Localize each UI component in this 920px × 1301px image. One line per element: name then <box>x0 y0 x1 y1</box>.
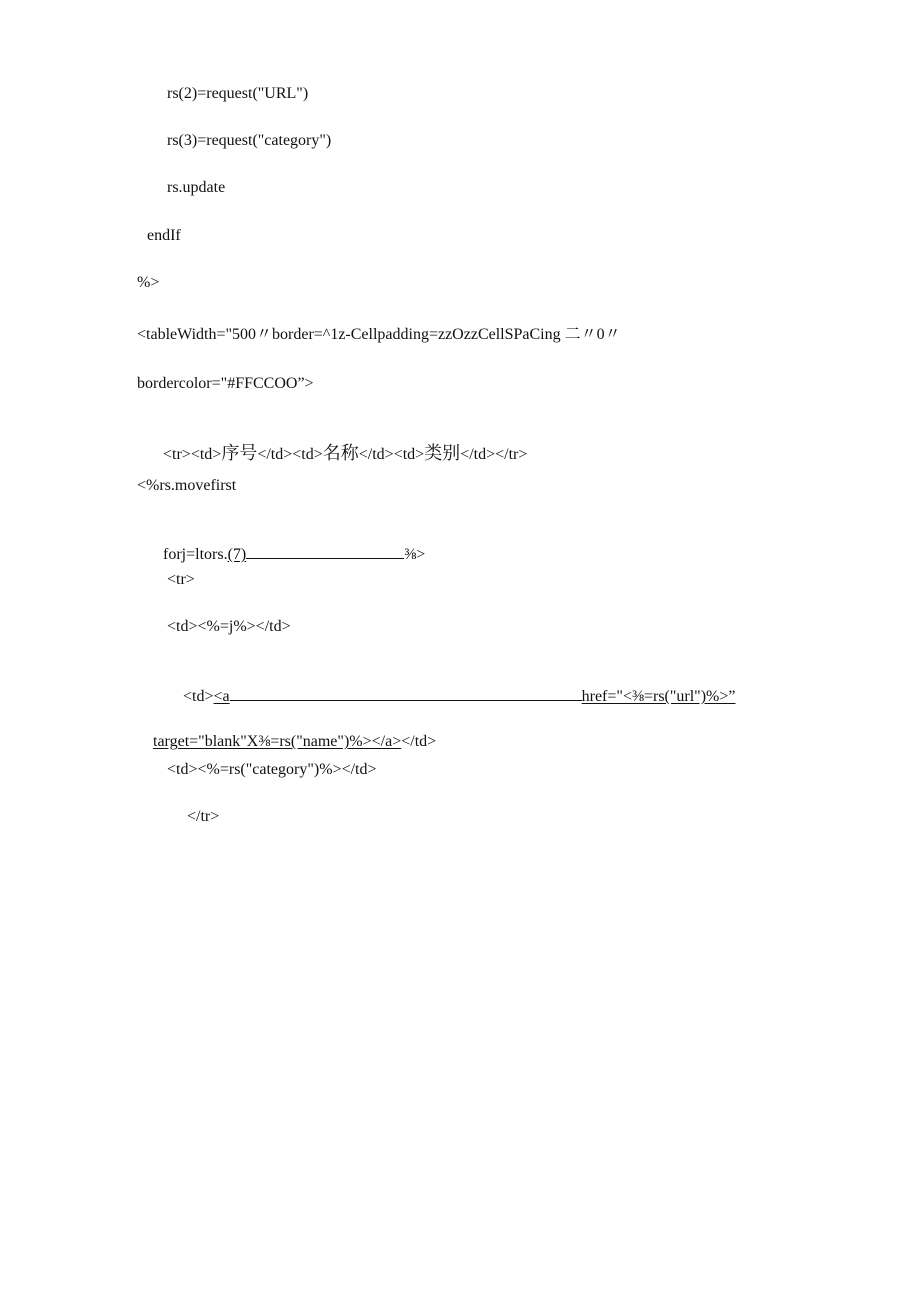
anchor-open: <a <box>213 688 230 705</box>
header-cell-name: 名称 <box>322 443 359 464</box>
anchor-target: target="blank"X⅜=rs("name")%></a> <box>153 733 402 750</box>
code-line-table-open: <tableWidth="500〃border=^1z-Cellpadding=zzOzzCellSPaCing 二〃0〃 <box>137 326 621 343</box>
code-line-td-category: <td><%=rs("category")%></td> <box>167 761 377 778</box>
code-line-rs-update: rs.update <box>167 179 226 196</box>
blank-7-label: (7) <box>227 546 247 563</box>
code-line-movefirst: <%rs.movefirst <box>137 477 237 494</box>
code-line-tr-open: <tr> <box>167 571 195 588</box>
code-line-endif: endIf <box>147 227 181 244</box>
header-cell-index: 序号 <box>221 443 258 464</box>
td-open: <td> <box>183 688 214 705</box>
fill-in-blank-8 <box>230 685 582 701</box>
for-loop-end: ⅜> <box>404 546 426 563</box>
header-row-part: </td></tr> <box>460 446 528 463</box>
td-close: </td> <box>401 733 437 750</box>
code-line-bordercolor: bordercolor="#FFCCOO”> <box>137 375 314 392</box>
code-line-tr-close: </tr> <box>187 808 220 825</box>
code-line-td-index: <td><%=j%></td> <box>167 618 291 635</box>
for-loop-start: forj=ltors. <box>163 546 228 563</box>
header-row-part: <tr><td> <box>163 446 222 463</box>
anchor-href: href="<⅜=rs("url")%>” <box>581 688 736 705</box>
header-row-part: </td><td> <box>257 446 323 463</box>
header-cell-category: 类别 <box>424 443 461 464</box>
header-row-part: </td><td> <box>358 446 425 463</box>
code-line-rs2: rs(2)=request("URL") <box>167 85 309 102</box>
code-line-rs3: rs(3)=request("category") <box>167 132 332 149</box>
fill-in-blank-7 <box>246 543 404 559</box>
code-line-close-script: %> <box>137 274 160 291</box>
